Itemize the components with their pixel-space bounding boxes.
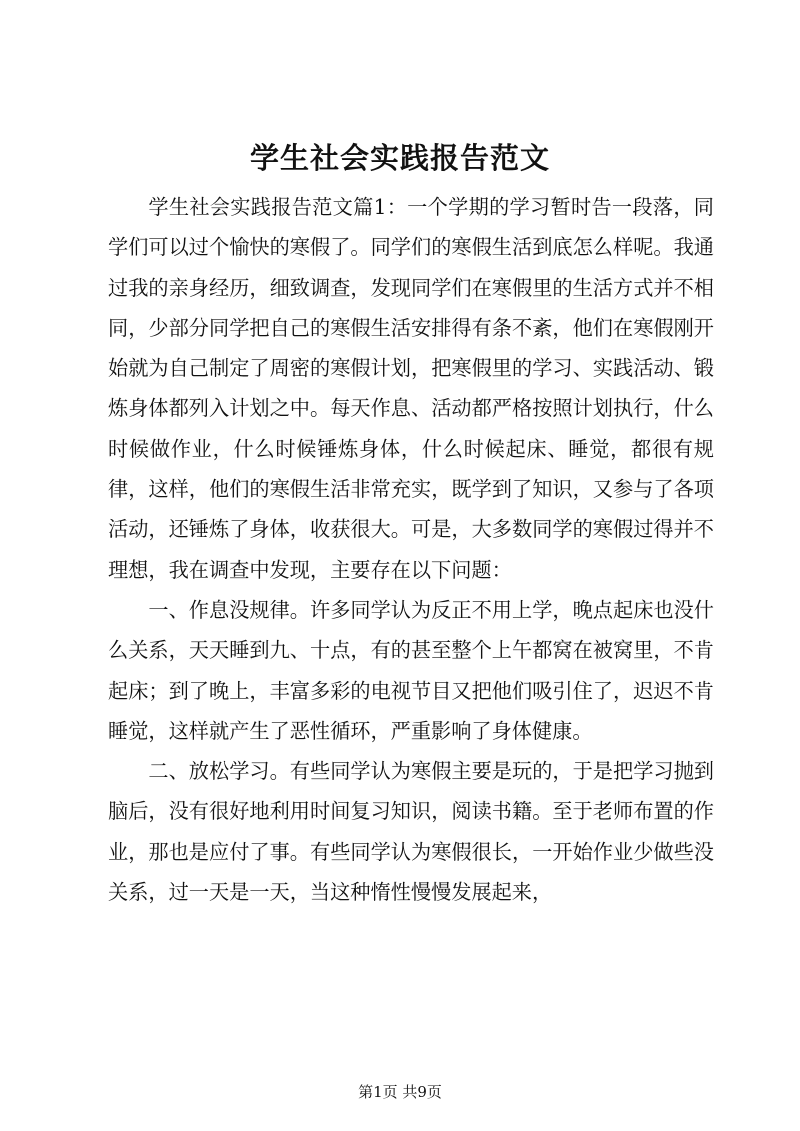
document-title: 学生社会实践报告范文 (249, 141, 550, 175)
page-number-footer: 第1页 共9页 (358, 1083, 442, 1101)
paragraph-section-2: 二、放松学习。有些同学认为寒假主要是玩的，于是把学习抛到脑后，没有很好地利用时间复习知识，阅读书籍。至于老师布置的作业，那也是应付了事。有些同学认为寒假很长，一开始作业少做些没关系，过一天是一天，当这种惰性慢慢发展起来， (108, 759, 714, 905)
paragraph-intro: 学生社会实践报告范文篇1：一个学期的学习暂时告一段落，同学们可以过个愉快的寒假了。同学们的寒假生活到底怎么样呢。我通过我的亲身经历，细致调查，发现同学们在寒假里的生活方式并不相同，少部分同学把自己的寒假生活安排得有条不紊，他们在寒假刚开始就为自己制定了周密的寒假计划，把寒假里的学习、实践活动、锻炼身体都列入计划之中。每天作息、活动都严格按照计划执行，什么时候做作业，什么时候锤炼身体，什么时候起床、睡觉，都很有规律，这样，他们的寒假生活非常充实，既学到了知识，又参与了各项活动，还锤炼了身体，收获很大。可是，大多数同学的寒假过得并不理想，我在调查中发现，主要存在以下问题： (108, 195, 714, 582)
paragraph-section-1: 一、作息没规律。许多同学认为反正不用上学，晚点起床也没什么关系，天天睡到九、十点，有的甚至整个上午都窝在被窝里，不肯起床；到了晚上，丰富多彩的电视节目又把他们吸引住了，迟迟不肯睡觉，这样就产生了恶性循环，严重影响了身体健康。 (108, 597, 714, 743)
document-body (108, 187, 714, 912)
